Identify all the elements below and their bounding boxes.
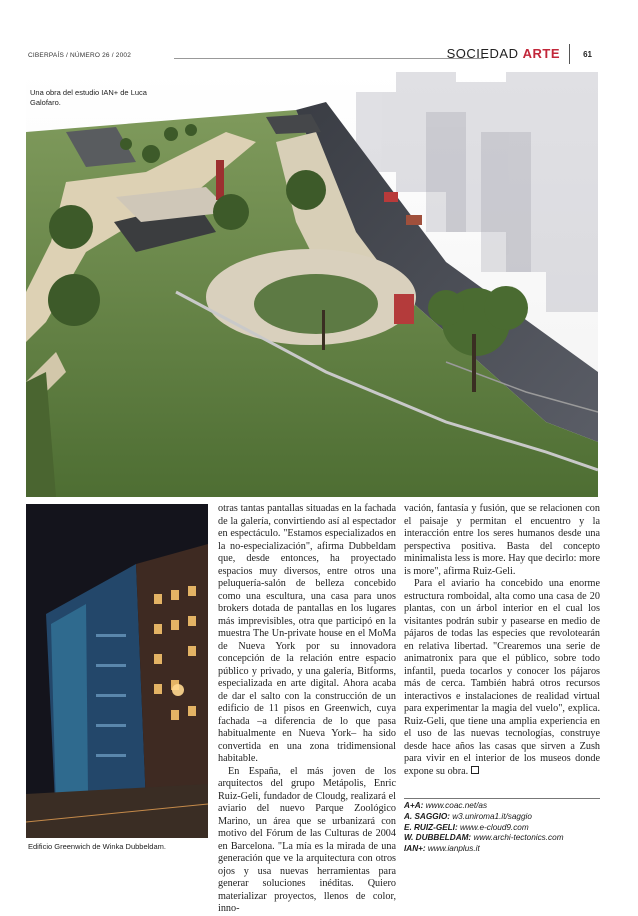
link-name: A+A: xyxy=(404,801,424,810)
section-name: SOCIEDAD xyxy=(446,46,519,61)
header-rule xyxy=(174,58,484,59)
links-box xyxy=(404,798,600,855)
article-column-1 xyxy=(218,503,396,916)
section-title xyxy=(447,46,560,61)
link-row xyxy=(404,833,600,844)
link-row xyxy=(404,844,600,855)
publication-line: CIBERPAÍS / NÚMERO 26 / 2002 xyxy=(28,52,132,59)
link-url[interactable]: w3.uniroma1.it/saggio xyxy=(452,811,532,821)
page-number: 61 xyxy=(583,50,592,59)
link-url[interactable]: www.archi-tectonics.com xyxy=(473,833,564,843)
photo-caption: Edificio Greenwich de Winka Dubbeldam. xyxy=(28,842,166,851)
article-column-2 xyxy=(404,503,600,778)
link-name: E. RUIZ-GELI: xyxy=(404,822,458,832)
link-row xyxy=(404,823,600,834)
architecture-render-image xyxy=(26,72,598,497)
greenwich-building-photo xyxy=(26,504,208,838)
link-url[interactable]: www.coac.net/as xyxy=(425,801,488,810)
link-name: W. DUBBELDAM: xyxy=(404,833,472,843)
page-header xyxy=(24,44,616,64)
link-name: A. SAGGIO: xyxy=(404,811,450,821)
link-row xyxy=(404,801,600,812)
header-divider xyxy=(569,44,570,64)
paragraph-text: Para el aviario ha concebido una enorme estructura romboidal, alta como una casa de 20 plantas, con un árbol interior en el cual los visitantes podrán subir y pasearse en medio de pájaros de todas las especies que revolotearán en relativa libertad. "Crearemos una serie de animatronix para que el público, sobre todo infantil, pueda tocarlos y conocer los pájaros más de cerca. También habrá otros recursos interactivos e instalaciones de realidad virtual para experimentar la magia del vuelo", explica. Ruiz-Geli, que tiene una amplia experiencia en el uso de las nuevas tecnologías, construye desde hace años las casas que sirven a Zush para vivir en el interior de los museos donde expone su obra. xyxy=(404,578,600,777)
render-caption: Una obra del estudio IAN+ de Luca Galofaro. xyxy=(30,88,147,107)
link-row xyxy=(404,812,600,823)
link-url[interactable]: www.e-cloud9.com xyxy=(459,822,529,832)
paragraph: En España, el más joven de los arquitectos del grupo Metápolis, Enric Ruiz-Geli, fundador de Cloudg, realizará el aviario del nuevo Parque Zoológico Marino, un área que se urbanizará con motivo del Fórum de las Culturas de 2004 en Barcelona. "La mía es la mirada de una generación que ve la arquitectura con otros ojos y usa nuevas herramientas para generar soluciones inéditas. Quiero materializar proyectos, llenos de color, inno- xyxy=(218,765,396,914)
link-url[interactable]: www.ianplus.it xyxy=(427,844,480,854)
section-accent: ARTE xyxy=(522,46,560,61)
paragraph: otras tantas pantallas situadas en la fachada de la galería, convirtiendo así al espectador en espectáculo. "Estamos especializados en la no-especialización", afirma Dubbeldam que, desde entonces, ha proyectado espacios muy diversos, entre otros una peluquería-salón de belleza concebido como una escultura, una casa para unos brokers dotada de pantallas en los lugares más imprevisibles, otra que participó en la muestra The Un-private house en el MoMa de Nueva York por su innovadora concepción de la relación entre espacio público y privado, y una galería, Bitforms, especializada en arte digital. Ahora acaba de dar el salto con la construcción de un edificio de 11 pisos en Greenwich, cuya fachada –a diferencia de lo que pasa habitualmente en Nueva York– ha sido convertida en una zona tridimensional habitable. xyxy=(218,503,396,764)
link-name: IAN+: xyxy=(404,844,426,854)
paragraph-final xyxy=(404,578,600,778)
end-mark-icon xyxy=(471,766,479,774)
paragraph: vación, fantasía y fusión, que se relacionen con el paisaje y permitan el encuentro y la interacción entre los seres humanos desde una perspectiva positiva. Basta del concepto minimalista less is more. Hay que decirlo: more is more", afirma Ruiz-Geli. xyxy=(404,503,600,577)
